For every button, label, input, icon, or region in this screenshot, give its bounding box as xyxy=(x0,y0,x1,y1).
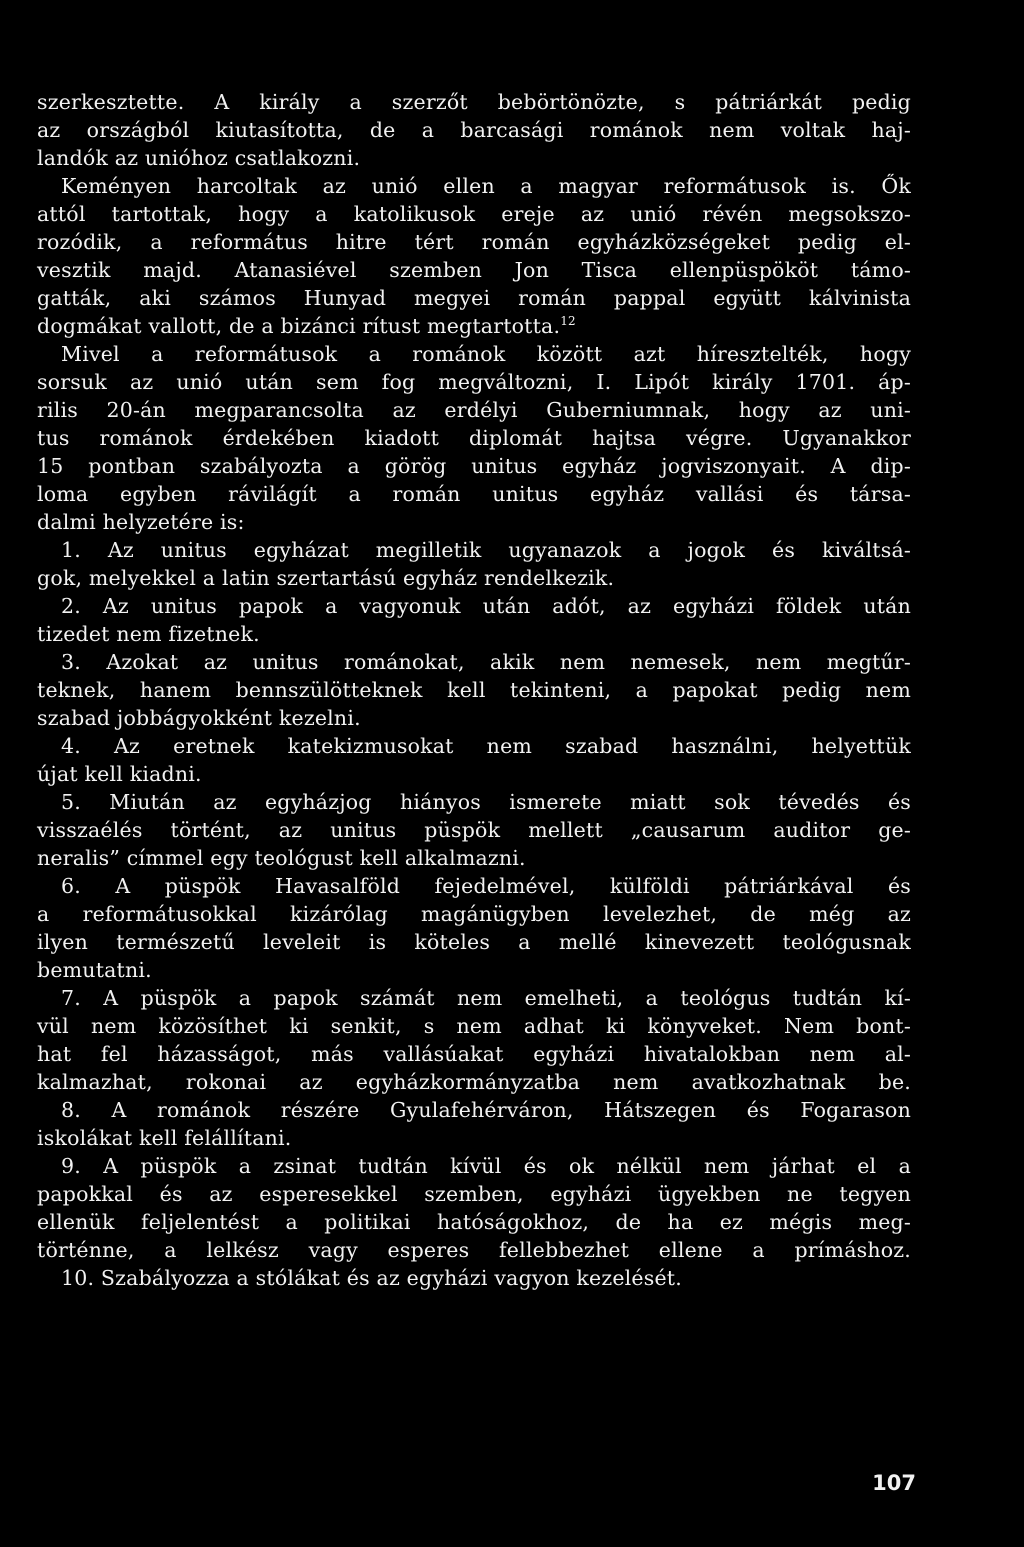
text-line xyxy=(37,1208,911,1236)
text-line xyxy=(37,900,911,928)
text-line-content: 10. Szabályozza a stólákat és az egyházi vagyon kezelését. xyxy=(61,1266,682,1290)
text-line-content: tizedet nem fizetnek. xyxy=(37,622,260,646)
page-number: 107 xyxy=(872,1471,916,1495)
text-line xyxy=(37,508,911,536)
text-line-content: 15 pontban szabályozta a görög unitus egyház jogviszonyait. A dip- xyxy=(37,454,911,478)
text-line-content: sorsuk az unió után sem fog megváltozni, I. Lipót király 1701. áp- xyxy=(37,370,911,394)
text-line xyxy=(37,88,911,116)
text-line xyxy=(37,1096,911,1124)
text-line-content: neralis” címmel egy teológust kell alkalmazni. xyxy=(37,846,526,870)
text-line xyxy=(37,396,911,424)
text-line xyxy=(37,592,911,620)
text-line-content: dogmákat vallott, de a bizánci rítust megtartotta. xyxy=(37,314,561,338)
text-line xyxy=(37,816,911,844)
text-line-content: dalmi helyzetére is: xyxy=(37,510,245,534)
text-line-content: 5. Miután az egyházjog hiányos ismerete miatt sok tévedés és xyxy=(61,790,911,814)
text-line xyxy=(37,1040,911,1068)
text-line xyxy=(37,116,911,144)
text-line-content: Mivel a reformátusok a románok között azt híresztelték, hogy xyxy=(61,342,911,366)
text-line-content: landók az unióhoz csatlakozni. xyxy=(37,146,361,170)
text-line-content: teknek, hanem bennszülötteknek kell tekinteni, a papokat pedig nem xyxy=(37,678,911,702)
text-line xyxy=(37,424,911,452)
text-line-content: bemutatni. xyxy=(37,958,152,982)
page-text-block xyxy=(37,88,911,1292)
text-line xyxy=(37,312,911,340)
text-line-content: 1. Az unitus egyházat megilletik ugyanazok a jogok és kiváltsá- xyxy=(61,538,911,562)
text-line-content: tus románok érdekében kiadott diplomát hajtsa végre. Ugyanakkor xyxy=(37,426,911,450)
text-line xyxy=(37,256,911,284)
text-line xyxy=(37,1012,911,1040)
text-line xyxy=(37,1236,911,1264)
text-line xyxy=(37,844,911,872)
text-line xyxy=(37,1068,911,1096)
text-line-content: kalmazhat, rokonai az egyházkormányzatba nem avatkozhatnak be. xyxy=(37,1070,911,1094)
text-line-content: Keményen harcoltak az unió ellen a magyar reformátusok is. Ők xyxy=(61,174,911,198)
text-line-content: 6. A püspök Havasalföld fejedelmével, külföldi pátriárkával és xyxy=(61,874,911,898)
text-line-content: visszaélés történt, az unitus püspök mellett „causarum auditor ge- xyxy=(37,818,911,842)
text-line-content: hat fel házasságot, más vallásúakat egyházi hivatalokban nem al- xyxy=(37,1042,911,1066)
text-line-content: 4. Az eretnek katekizmusokat nem szabad használni, helyettük xyxy=(61,734,911,758)
text-line-content: rozódik, a református hitre tért román egyházközségeket pedig el- xyxy=(37,230,911,254)
text-line xyxy=(37,368,911,396)
text-line xyxy=(37,340,911,368)
footnote-reference: 12 xyxy=(560,314,576,328)
text-line xyxy=(37,704,911,732)
text-line xyxy=(37,480,911,508)
text-line xyxy=(37,732,911,760)
text-line-content: 7. A püspök a papok számát nem emelheti, a teológus tudtán kí- xyxy=(61,986,911,1010)
text-line-content: rilis 20-án megparancsolta az erdélyi Guberniumnak, hogy az uni- xyxy=(37,398,911,422)
text-line-content: attól tartottak, hogy a katolikusok ereje az unió révén megsokszo- xyxy=(37,202,911,226)
text-line-content: az országból kiutasította, de a barcasági románok nem voltak haj- xyxy=(37,118,911,142)
text-line xyxy=(37,956,911,984)
text-line-content: gok, melyekkel a latin szertartású egyház rendelkezik. xyxy=(37,566,615,590)
text-line xyxy=(37,144,911,172)
text-line xyxy=(37,228,911,256)
text-line-content: loma egyben rávilágít a román unitus egyház vallási és társa- xyxy=(37,482,911,506)
text-line-content: 2. Az unitus papok a vagyonuk után adót, az egyházi földek után xyxy=(61,594,911,618)
text-line-content: ilyen természetű leveleit is köteles a mellé kinevezett teológusnak xyxy=(37,930,911,954)
text-line-content: vül nem közösíthet ki senkit, s nem adhat ki könyveket. Nem bont- xyxy=(37,1014,911,1038)
text-line-content: a reformátusokkal kizárólag magánügyben levelezhet, de még az xyxy=(37,902,911,926)
text-line xyxy=(37,648,911,676)
text-line-content: vesztik majd. Atanasiével szemben Jon Tisca ellenpüspököt támo- xyxy=(37,258,911,282)
text-line xyxy=(37,284,911,312)
text-line xyxy=(37,1124,911,1152)
text-line xyxy=(37,1152,911,1180)
text-line xyxy=(37,564,911,592)
text-line xyxy=(37,200,911,228)
text-line xyxy=(37,676,911,704)
text-line-content: újat kell kiadni. xyxy=(37,762,202,786)
text-line-content: iskolákat kell felállítani. xyxy=(37,1126,292,1150)
text-line-content: 8. A románok részére Gyulafehérváron, Hátszegen és Fogarason xyxy=(61,1098,911,1122)
text-line-content: 9. A püspök a zsinat tudtán kívül és ok nélkül nem járhat el a xyxy=(61,1154,911,1178)
text-line-content: történne, a lelkész vagy esperes fellebbezhet ellene a prímáshoz. xyxy=(37,1238,911,1262)
text-line xyxy=(37,536,911,564)
text-line xyxy=(37,760,911,788)
text-line-content: gatták, aki számos Hunyad megyei román pappal együtt kálvinista xyxy=(37,286,911,310)
text-line-content: 3. Azokat az unitus románokat, akik nem nemesek, nem megtűr- xyxy=(61,650,911,674)
text-line-content: ellenük feljelentést a politikai hatóságokhoz, de ha ez mégis meg- xyxy=(37,1210,911,1234)
text-line xyxy=(37,452,911,480)
text-line xyxy=(37,872,911,900)
text-line-content: szerkesztette. A király a szerzőt bebörtönözte, s pátriárkát pedig xyxy=(37,90,911,114)
text-line-content: szabad jobbágyokként kezelni. xyxy=(37,706,361,730)
text-line xyxy=(37,1264,911,1292)
text-line xyxy=(37,984,911,1012)
text-line xyxy=(37,620,911,648)
text-line xyxy=(37,172,911,200)
text-line xyxy=(37,928,911,956)
text-line xyxy=(37,788,911,816)
text-line xyxy=(37,1180,911,1208)
text-line-content: papokkal és az esperesekkel szemben, egyházi ügyekben ne tegyen xyxy=(37,1182,911,1206)
